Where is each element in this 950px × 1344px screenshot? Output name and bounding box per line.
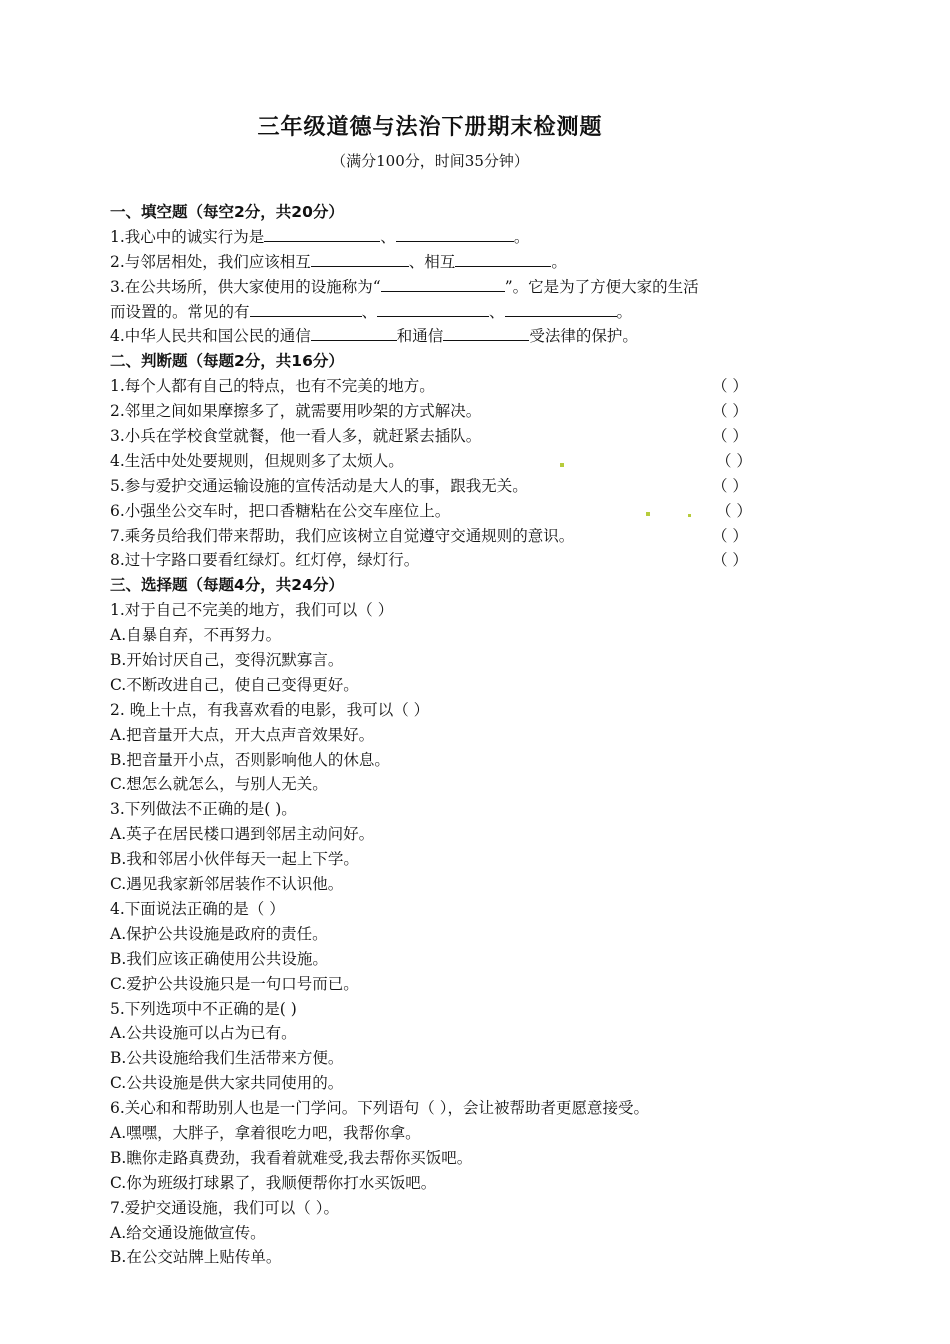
- answer-parentheses[interactable]: （ ）: [712, 476, 748, 495]
- answer-blank[interactable]: [505, 300, 617, 317]
- answer-blank[interactable]: [311, 250, 409, 267]
- fill-blank-question-2: [110, 250, 850, 275]
- question-text: 受法律的保护。: [529, 327, 638, 346]
- question-text: 4.中华人民共和国公民的通信: [110, 327, 311, 346]
- exam-content: [110, 200, 850, 1270]
- answer-blank[interactable]: [396, 225, 514, 242]
- true-false-item-6: [110, 499, 850, 524]
- section-heading-multiple-choice: 三、选择题（每题4分，共24分）: [110, 576, 344, 595]
- choice-line: 5.下列选项中不正确的是( ): [110, 999, 297, 1018]
- choice-option: B.瞧你走路真费劲，我看着就难受,我去帮你买饭吧。: [110, 1148, 473, 1167]
- answer-blank[interactable]: [377, 300, 489, 317]
- fill-blank-question-3-line-1: [110, 275, 850, 300]
- question-text: 、相互: [408, 252, 456, 271]
- answer-parentheses[interactable]: （ ）: [712, 427, 748, 446]
- true-false-item-8: [110, 548, 850, 573]
- item-text: 1.每个人都有自己的特点，也有不完美的地方。: [110, 377, 435, 396]
- answer-parentheses[interactable]: （ ）: [712, 526, 748, 545]
- choice-line: 6.关心和和帮助别人也是一门学问。下列语句（ ），会让被帮助者更愿意接受。: [110, 1099, 649, 1118]
- question-text: 。: [551, 252, 567, 271]
- choice-option: C.想怎么就怎么，与别人无关。: [110, 775, 328, 794]
- question-text: 2.与邻居相处，我们应该相互: [110, 252, 311, 271]
- scan-speck: [688, 514, 691, 517]
- choice-line: 2. 晚上十点，有我喜欢看的电影，我可以（ ）: [110, 700, 430, 719]
- choice-option: A.公共设施可以占为已有。: [110, 1024, 297, 1043]
- choice-line: 1.对于自己不完美的地方，我们可以（ ）: [110, 601, 394, 620]
- item-text: 6.小强坐公交车时，把口香糖粘在公交车座位上。: [110, 501, 451, 520]
- answer-blank[interactable]: [455, 250, 551, 267]
- choice-option: A.英子在居民楼口遇到邻居主动问好。: [110, 825, 375, 844]
- choice-line: 7.爱护交通设施，我们可以（ ）。: [110, 1198, 339, 1217]
- true-false-item-1: [110, 374, 850, 399]
- choice-option: A.给交通设施做宣传。: [110, 1223, 266, 1242]
- answer-blank[interactable]: [381, 275, 505, 292]
- answer-parentheses[interactable]: （ ）: [712, 402, 748, 421]
- choice-option: A.保护公共设施是政府的责任。: [110, 924, 328, 943]
- item-text: 5.参与爱护交通运输设施的宣传活动是大人的事，跟我无关。: [110, 476, 528, 495]
- choice-option: B.我们应该正确使用公共设施。: [110, 949, 328, 968]
- item-text: 7.乘务员给我们带来帮助，我们应该树立自觉遵守交通规则的意识。: [110, 526, 575, 545]
- choice-option: A.自暴自弃，不再努力。: [110, 626, 282, 645]
- page-title: 三年级道德与法治下册期末检测题: [257, 115, 603, 140]
- true-false-item-2: [110, 399, 850, 424]
- choice-option: B.开始讨厌自己，变得沉默寡言。: [110, 651, 344, 670]
- scan-speck: [560, 463, 564, 467]
- answer-blank[interactable]: [250, 300, 362, 317]
- choice-option: C.你为班级打球累了，我顺便帮你打水买饭吧。: [110, 1173, 437, 1192]
- question-text: 。: [513, 227, 530, 246]
- choice-option: B.把音量开小点，否则影响他人的休息。: [110, 750, 390, 769]
- answer-parentheses[interactable]: （ ）: [712, 377, 748, 396]
- choice-option: B.在公交站牌上贴传单。: [110, 1248, 282, 1267]
- question-text: 1.我心中的诚实行为是: [110, 227, 265, 246]
- true-false-item-7: [110, 524, 850, 549]
- item-text: 2.邻里之间如果摩擦多了，就需要用吵架的方式解决。: [110, 402, 482, 421]
- answer-blank[interactable]: [443, 324, 529, 341]
- answer-blank[interactable]: [311, 324, 397, 341]
- fill-blank-question-4: [110, 324, 850, 349]
- page-subtitle: （满分100分，时间35分钟）: [331, 152, 529, 170]
- choice-option: C.不断改进自己，使自己变得更好。: [110, 675, 359, 694]
- question-text: 。: [616, 302, 633, 321]
- fill-blank-question-1: [110, 225, 850, 250]
- answer-parentheses[interactable]: （ ）: [716, 451, 752, 470]
- choice-option: B.我和邻居小伙伴每天一起上下学。: [110, 850, 359, 869]
- question-text: 、: [361, 302, 378, 321]
- true-false-item-4: [110, 449, 850, 474]
- choice-option: C.爱护公共设施只是一句口号而已。: [110, 974, 359, 993]
- scan-speck: [646, 512, 650, 516]
- answer-parentheses[interactable]: （ ）: [712, 551, 748, 570]
- item-text: 3.小兵在学校食堂就餐，他一看人多，就赶紧去插队。: [110, 427, 482, 446]
- question-text: 3.在公共场所，供大家使用的设施称为“: [110, 277, 381, 296]
- choice-line: 3.下列做法不正确的是( )。: [110, 800, 297, 819]
- answer-blank[interactable]: [264, 225, 380, 242]
- question-text: 、: [489, 302, 505, 321]
- section-heading-fill-blank: 一、填空题（每空2分，共20分）: [110, 203, 344, 221]
- answer-parentheses[interactable]: （ ）: [716, 501, 752, 520]
- choice-option: B.公共设施给我们生活带来方便。: [110, 1049, 344, 1068]
- question-text: 而设置的。常见的有: [110, 302, 250, 321]
- true-false-item-3: [110, 424, 850, 449]
- fill-blank-question-3-line-2: [110, 300, 850, 325]
- question-text: 、: [380, 227, 396, 246]
- question-text: 和通信: [396, 327, 444, 346]
- item-text: 8.过十字路口要看红绿灯。红灯停，绿灯行。: [110, 551, 420, 570]
- choice-option: A.嘿嘿，大胖子，拿着很吃力吧，我帮你拿。: [110, 1123, 421, 1142]
- section-heading-true-false: 二、判断题（每题2分，共16分）: [110, 352, 344, 371]
- true-false-item-5: [110, 474, 850, 499]
- question-text: ”。它是为了方便大家的生活: [504, 277, 699, 296]
- choice-line: 4.下面说法正确的是（ ）: [110, 899, 285, 918]
- choice-option: C.遇见我家新邻居装作不认识他。: [110, 875, 344, 894]
- item-text: 4.生活中处处要规则，但规则多了太烦人。: [110, 451, 404, 470]
- choice-option: A.把音量开大点，开大点声音效果好。: [110, 725, 375, 744]
- choice-option: C.公共设施是供大家共同使用的。: [110, 1074, 344, 1093]
